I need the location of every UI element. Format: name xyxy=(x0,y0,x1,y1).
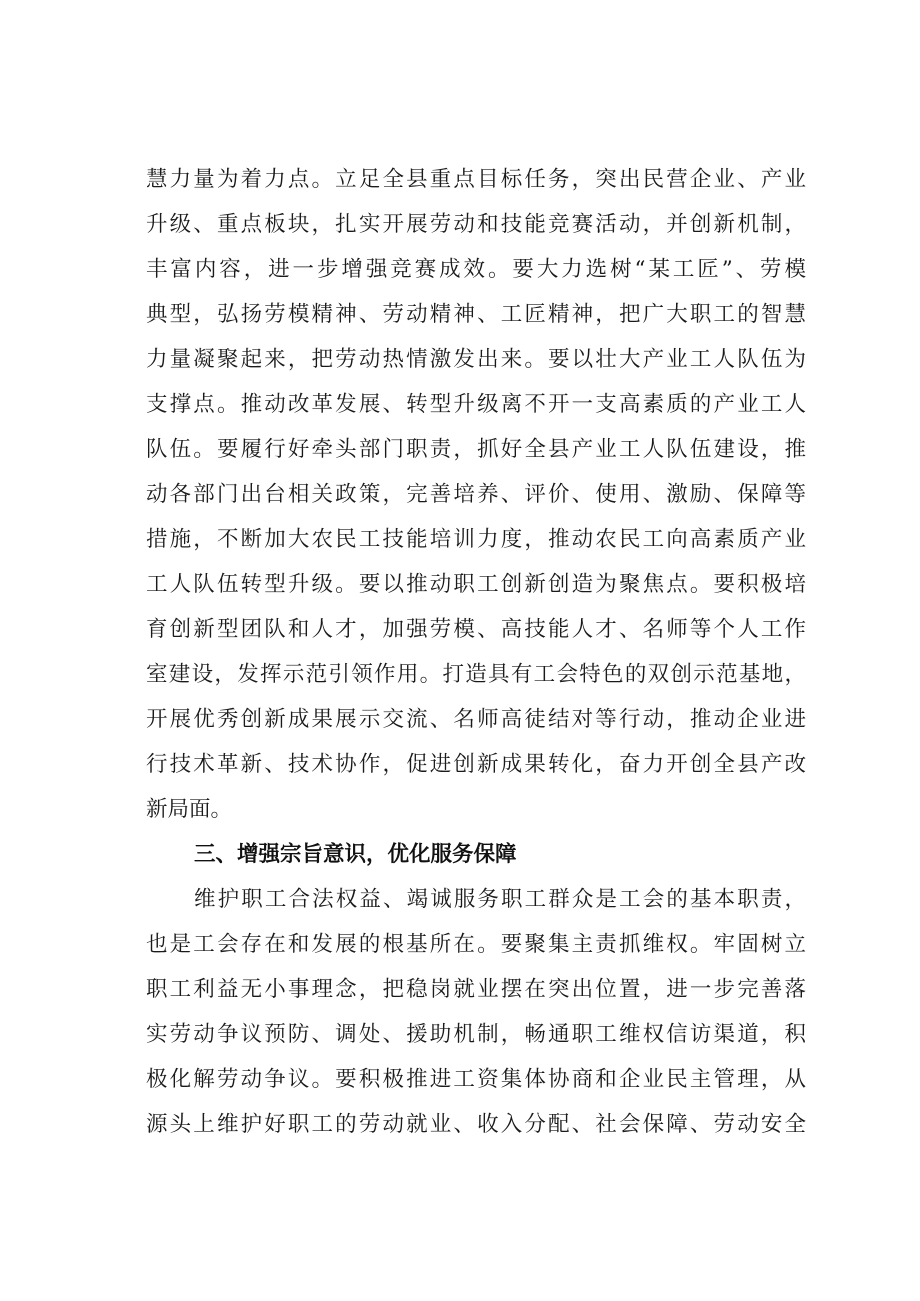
body-text-line: 维护职工合法权益、竭诚服务职工群众是工会的基本职责， xyxy=(194,887,806,912)
body-text-line: 行技术革新、技术协作，促进创新成果转化，奋力开创全县产改 xyxy=(146,752,806,777)
body-text-line: 室建设，发挥示范引领作用。打造具有工会特色的双创示范基地， xyxy=(146,662,806,687)
body-text-line: 力量凝聚起来，把劳动热情激发出来。要以壮大产业工人队伍为 xyxy=(146,347,806,372)
body-text-line: 丰富内容，进一步增强竞赛成效。要大力选树“某工匠”、劳模 xyxy=(146,257,806,282)
body-text-line: 开展优秀创新成果展示交流、名师高徒结对等行动，推动企业进 xyxy=(146,707,806,732)
body-text-line: 极化解劳动争议。要积极推进工资集体协商和企业民主管理，从 xyxy=(146,1067,806,1092)
body-text-line: 育创新型团队和人才，加强劳模、高技能人才、名师等个人工作 xyxy=(146,617,806,642)
body-text-line: 典型，弘扬劳模精神、劳动精神、工匠精神，把广大职工的智慧 xyxy=(146,302,806,327)
body-text-line: 措施，不断加大农民工技能培训力度，推动农民工向高素质产业 xyxy=(146,527,806,552)
body-text-line: 工人队伍转型升级。要以推动职工创新创造为聚焦点。要积极培 xyxy=(146,572,806,597)
body-text-line: 支撑点。推动改革发展、转型升级离不开一支高素质的产业工人 xyxy=(146,392,806,417)
body-text-line: 也是工会存在和发展的根基所在。要聚集主责抓维权。牢固树立 xyxy=(146,932,806,957)
body-text-line: 升级、重点板块，扎实开展劳动和技能竞赛活动，并创新机制， xyxy=(146,212,806,237)
section-heading: 三、增强宗旨意识，优化服务保障 xyxy=(194,842,517,867)
body-text-line: 实劳动争议预防、调处、援助机制，畅通职工维权信访渠道，积 xyxy=(146,1022,806,1047)
body-text-line: 慧力量为着力点。立足全县重点目标任务，突出民营企业、产业 xyxy=(146,167,806,192)
body-text-line: 队伍。要履行好牵头部门职责，抓好全县产业工人队伍建设，推 xyxy=(146,437,806,462)
body-text-line: 源头上维护好职工的劳动就业、收入分配、社会保障、劳动安全 xyxy=(146,1112,806,1137)
body-text-line: 职工利益无小事理念，把稳岗就业摆在突出位置，进一步完善落 xyxy=(146,977,806,1002)
body-text-line: 动各部门出台相关政策，完善培养、评价、使用、激励、保障等 xyxy=(146,482,806,507)
body-text-line: 新局面。 xyxy=(146,797,233,822)
